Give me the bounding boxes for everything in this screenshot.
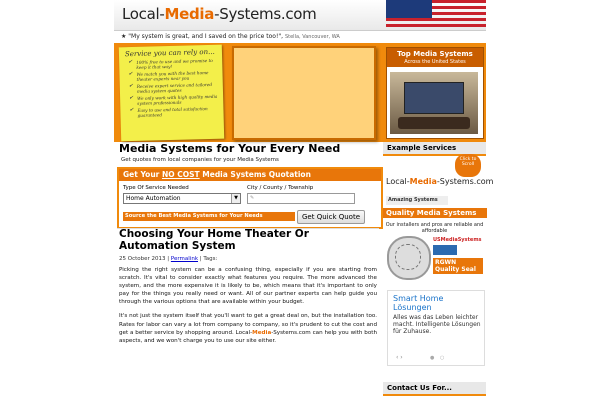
sidebar-logo xyxy=(386,177,493,186)
note-item: ✔ Easy to use and total satisfaction guaranteed xyxy=(129,106,223,118)
seal-logo-icon xyxy=(433,245,457,255)
quality-text: Our installers and pros are reliable and affordable xyxy=(385,222,484,234)
form-title-pre: Get Your xyxy=(123,170,162,179)
seal-label: RGWN Quality Seal xyxy=(433,258,483,274)
sidebar xyxy=(383,142,494,400)
quality-heading: Quality Media Systems xyxy=(383,208,487,218)
article-text: -Systems.com can help you with both aspects, and we won't charge you to use our site either. xyxy=(119,329,377,344)
page-subtitle: Get quotes from local companies for your Media Systems xyxy=(121,157,279,163)
us-flag-image xyxy=(386,0,486,30)
meta-separator: | xyxy=(165,256,171,262)
click-to-scroll-button[interactable]: Click to Scroll xyxy=(455,154,481,177)
article-brand-accent: Media xyxy=(252,329,272,336)
contact-section xyxy=(383,382,486,396)
logo-text: Local- xyxy=(122,5,165,23)
top-systems-subtitle: Across the United States xyxy=(387,59,483,67)
carousel-dot-icon[interactable]: ○ xyxy=(440,355,445,361)
article-tags: | Tags: xyxy=(198,256,218,262)
quote-form xyxy=(117,167,383,229)
approved-seal-icon xyxy=(387,236,431,280)
form-title-post: Media Systems Quotation xyxy=(199,170,311,179)
article-paragraph xyxy=(119,312,377,344)
article-body xyxy=(119,266,377,351)
top-systems-title: Top Media Systems xyxy=(387,48,483,59)
article-text: It's not just the system itself that you'll want to get a great deal on, but the installation too. Rates for labor can vary a lot from company to company, so it's prudent to cut the cost and get a better service by shopping around. Local- xyxy=(119,313,377,336)
sticky-note-title: Service you can rely on... xyxy=(124,47,215,59)
sticky-note xyxy=(119,45,224,142)
service-label: Type Of Service Needed xyxy=(123,185,189,191)
article-date: 25 October 2013 xyxy=(119,256,166,262)
home-theater-image xyxy=(390,72,478,134)
quality-seal xyxy=(433,237,483,275)
note-item: ✔ 100% free to use and we promise to keep it that way! xyxy=(128,58,222,70)
example-services-heading: Example Services xyxy=(383,142,486,156)
logo-text-suffix: -Systems.com xyxy=(214,5,317,23)
page-title: Media Systems for Your Every Need xyxy=(119,142,341,155)
article-paragraph: Picking the right system can be a confusing thing, especially if you are starting from scratch. It's vital to consider exactly what features you require. The more advanced the system, and the more expensive it is likely to be, which means that it's important to only pay for the things you really need or want. All of our partner experts can help guide you through the various options that are available within your budget. xyxy=(119,267,377,306)
amazing-systems-tag: Amazing Systems xyxy=(386,196,448,205)
contact-heading: Contact Us For... xyxy=(383,382,486,396)
ad-carousel-nav[interactable]: ‹ › xyxy=(396,354,403,361)
sidebar-logo-post: -Systems.com xyxy=(436,177,494,186)
note-item: ✔ We only work with high quality media system professionals xyxy=(129,94,223,106)
pencil-icon: ✎ xyxy=(250,195,255,201)
form-title-nocost: NO COST xyxy=(161,170,200,179)
testimonial-author: Stella, Vancouver, WA xyxy=(284,34,340,40)
city-input[interactable] xyxy=(247,193,355,204)
top-media-systems-panel[interactable] xyxy=(386,47,484,139)
service-select-value: Home Automation xyxy=(126,195,181,202)
banner-promo-box xyxy=(232,46,376,140)
hero-banner xyxy=(114,43,486,142)
note-item: ✔ Receive expert service and tailored media system quotes xyxy=(129,82,223,94)
sidebar-logo-accent: Media xyxy=(409,177,437,186)
article-title[interactable]: Choosing Your Home Theater Or Automation System xyxy=(119,228,309,252)
ad-description: Alles was das Leben leichter macht. Intelligente Lösungen für Zuhause. xyxy=(393,314,481,335)
source-bar: Source the Best Media Systems for Your Needs xyxy=(123,212,295,221)
seal-brand: USMediaSystems xyxy=(433,237,482,243)
city-label: City / County / Township xyxy=(247,185,314,191)
note-item: ✔ We match you with the best home theater experts near you xyxy=(128,70,222,82)
logo-text-accent: Media xyxy=(164,5,215,23)
get-quick-quote-button[interactable]: Get Quick Quote xyxy=(297,210,365,224)
permalink-link[interactable]: Permalink xyxy=(170,256,198,262)
carousel-dot-icon[interactable]: ● xyxy=(430,355,435,361)
testimonial-quote: ★ "My system is great, and I saved on the price too!", xyxy=(121,33,284,40)
testimonial xyxy=(114,31,493,43)
ad-title[interactable]: Smart Home Lösungen xyxy=(393,294,444,312)
sidebar-logo-pre: Local- xyxy=(386,177,410,186)
site-logo[interactable] xyxy=(122,5,316,23)
advertisement[interactable] xyxy=(387,290,485,366)
service-select[interactable] xyxy=(123,193,241,204)
article-meta xyxy=(119,256,217,262)
site-header xyxy=(114,0,486,31)
quote-form-header xyxy=(119,169,381,181)
chevron-down-icon: ▼ xyxy=(231,194,240,203)
